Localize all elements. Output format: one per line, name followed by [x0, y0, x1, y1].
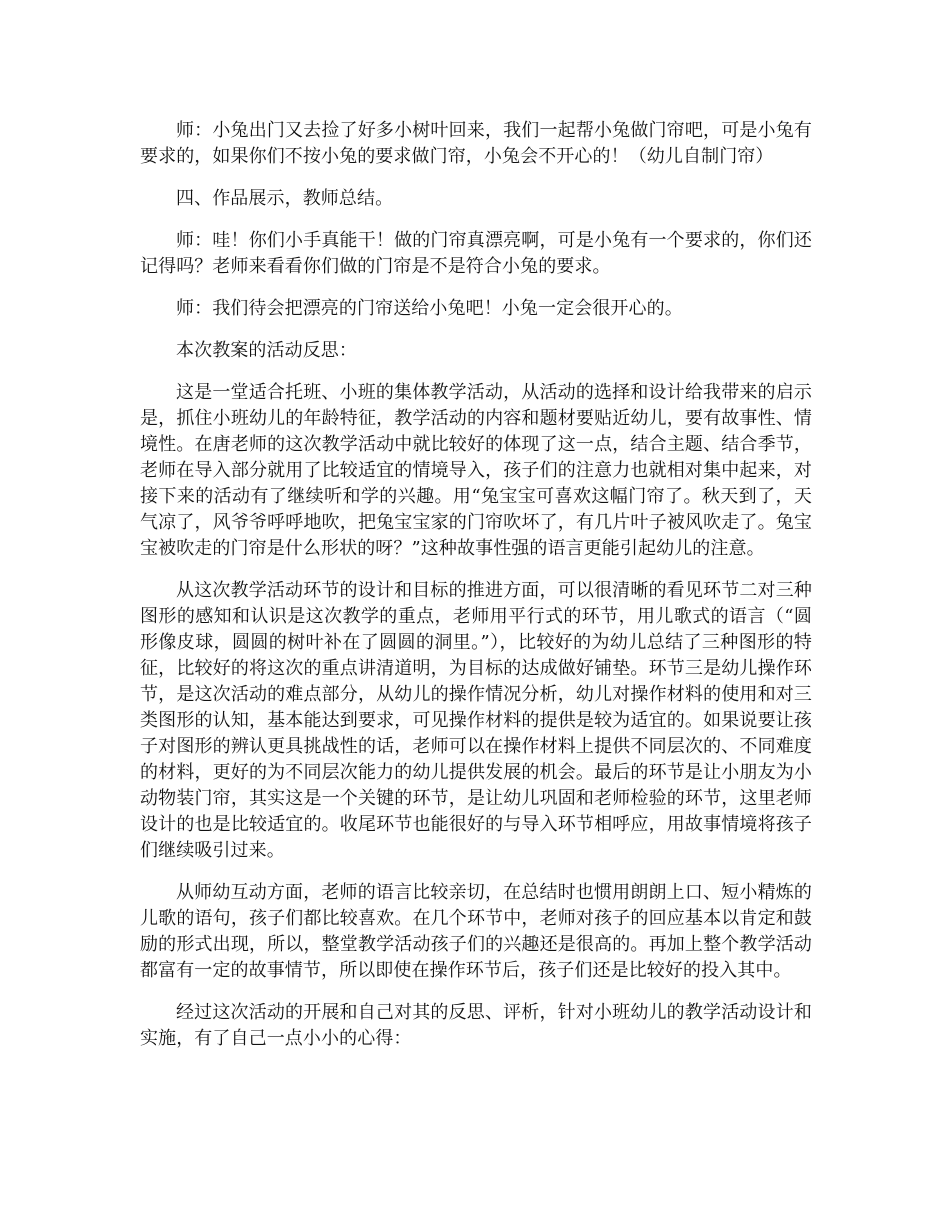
paragraph-teacher-praise: 师：哇！你们小手真能干！做的门帘真漂亮啊，可是小兔有一个要求的，你们还记得吗？老师来看看你们做的门帘是不是符合小兔的要求。 [140, 230, 812, 277]
paragraph-reflection-interaction: 从师幼互动方面，老师的语言比较亲切，在总结时也惯用朗朗上口、短小精炼的儿歌的语句，孩子们都比较喜欢。在几个环节中，老师对孩子的回应基本以肯定和鼓励的形式出现，所以，整堂教学活动孩子们的兴趣还是很高的。再加上整个教学活动都富有一定的故事情节，所以即使在操作环节后，孩子们还是比较好的投入其中。 [140, 882, 812, 981]
paragraph-section-four-heading: 四、作品展示，教师总结。 [176, 188, 394, 209]
paragraph-reflection-conclusion: 经过这次活动的开展和自己对其的反思、评析，针对小班幼儿的教学活动设计和实施，有了自己一点小小的心得： [140, 1002, 812, 1049]
paragraph-teacher-gift: 师：我们待会把漂亮的门帘送给小兔吧！小兔一定会很开心的。 [176, 298, 683, 319]
document-body [140, 118, 812, 1068]
paragraph-reflection-design: 从这次教学活动环节的设计和目标的推进方面，可以很清晰的看见环节二对三种图形的感知和认识是这次教学的重点，老师用平行式的环节，用儿歌式的语言（“圆形像皮球，圆圆的树叶补在了圆圆的洞里。”），比较好的为幼儿总结了三种图形的特征，比较好的将这次的重点讲清道明，为目标的达成做好铺垫。环节三是幼儿操作环节，是这次活动的难点部分，从幼儿的操作情况分析，幼儿对操作材料的使用和对三类图形的认知，基本能达到要求，可见操作材料的提供是较为适宜的。如果说要让孩子对图形的辨认更具挑战性的话，老师可以在操作材料上提供不同层次的、不同难度的材料，更好的为不同层次能力的幼儿提供发展的机会。最后的环节是让小朋友为小动物装门帘，其实这是一个关键的环节，是让幼儿巩固和老师检验的环节，这里老师设计的也是比较适宜的。收尾环节也能很好的与导入环节相呼应，用故事情境将孩子们继续吸引过来。 [140, 580, 812, 861]
paragraph-teacher-leaf-curtain: 师：小兔出门又去捡了好多小树叶回来，我们一起帮小兔做门帘吧，可是小兔有要求的，如果你们不按小兔的要求做门帘，小兔会不开心的！（幼儿自制门帘） [140, 120, 812, 167]
paragraph-reflection-intro: 这是一堂适合托班、小班的集体教学活动，从活动的选择和设计给我带来的启示是，抓住小班幼儿的年龄特征，教学活动的内容和题材要贴近幼儿，要有故事性、情境性。在唐老师的这次教学活动中就比较好的体现了这一点，结合主题、结合季节，老师在导入部分就用了比较适宜的情境导入，孩子们的注意力也就相对集中起来，对接下来的活动有了继续听和学的兴趣。用“兔宝宝可喜欢这幅门帘了。秋天到了，天气凉了，风爷爷呼呼地吹，把兔宝宝家的门帘吹坏了，有几片叶子被风吹走了。兔宝宝被吹走的门帘是什么形状的呀？”这种故事性强的语言更能引起幼儿的注意。 [140, 382, 812, 559]
paragraph-reflection-heading: 本次教案的活动反思： [176, 340, 357, 361]
